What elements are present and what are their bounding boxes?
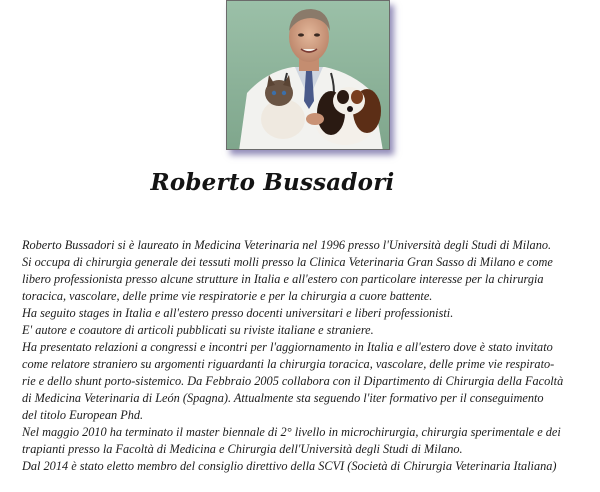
- bio-line: Ha presentato relazioni a congressi e incontri per l'aggiornamento in Italia e all'estero dove è stato invitato: [22, 340, 553, 354]
- bio-line: trapianti presso la Facoltà di Medicina e Chirurgia dell'Università degli Studi di Milano.: [22, 442, 463, 456]
- bio-line: Ha seguito stages in Italia e all'estero presso docenti universitari e liberi professionisti.: [22, 306, 454, 320]
- bio-line: Dal 2014 è stato eletto membro del consiglio direttivo della SCVI (Società di Chirurgia Veterinaria Italiana): [22, 459, 557, 473]
- bio-line: come relatore straniero su argomenti riguardanti la chirurgia toracica, vascolare, delle prime vie respirato-: [22, 357, 555, 371]
- bio-line: libero professionista presso alcune strutture in Italia e all'estero con particolare interesse per la chirurgia: [22, 272, 544, 286]
- bio-line: di Medicina Veterinaria di León (Spagna). Attualmente sta seguendo l'iter formativo per il conseguimento: [22, 391, 544, 405]
- portrait-photo: [226, 0, 390, 150]
- bio-line: Roberto Bussadori si è laureato in Medicina Veterinaria nel 1996 presso l'Università degli Studi di Milano.: [22, 238, 552, 252]
- bio-line: Nel maggio 2010 ha terminato il master biennale di 2° livello in microchirurgia, chirurgia sperimentale e dei: [22, 425, 561, 439]
- bio-text: [22, 237, 592, 475]
- page-title: Roberto Bussadori: [150, 169, 395, 196]
- portrait-image: [227, 1, 390, 150]
- bio-line: del titolo European Phd.: [22, 408, 144, 422]
- bio-line: rie e dello shunt porto-sistemico. Da Febbraio 2005 collabora con il Dipartimento di Chirurgia della Facoltà: [22, 374, 564, 388]
- bio-line: E' autore e coautore di articoli pubblicati su riviste italiane e straniere.: [22, 323, 374, 337]
- bio-line: Si occupa di chirurgia generale dei tessuti molli presso la Clinica Veterinaria Gran Sasso di Milano e come: [22, 255, 553, 269]
- bio-line: toracica, vascolare, delle prime vie respiratorie e per la chirurgia a cuore battente.: [22, 289, 433, 303]
